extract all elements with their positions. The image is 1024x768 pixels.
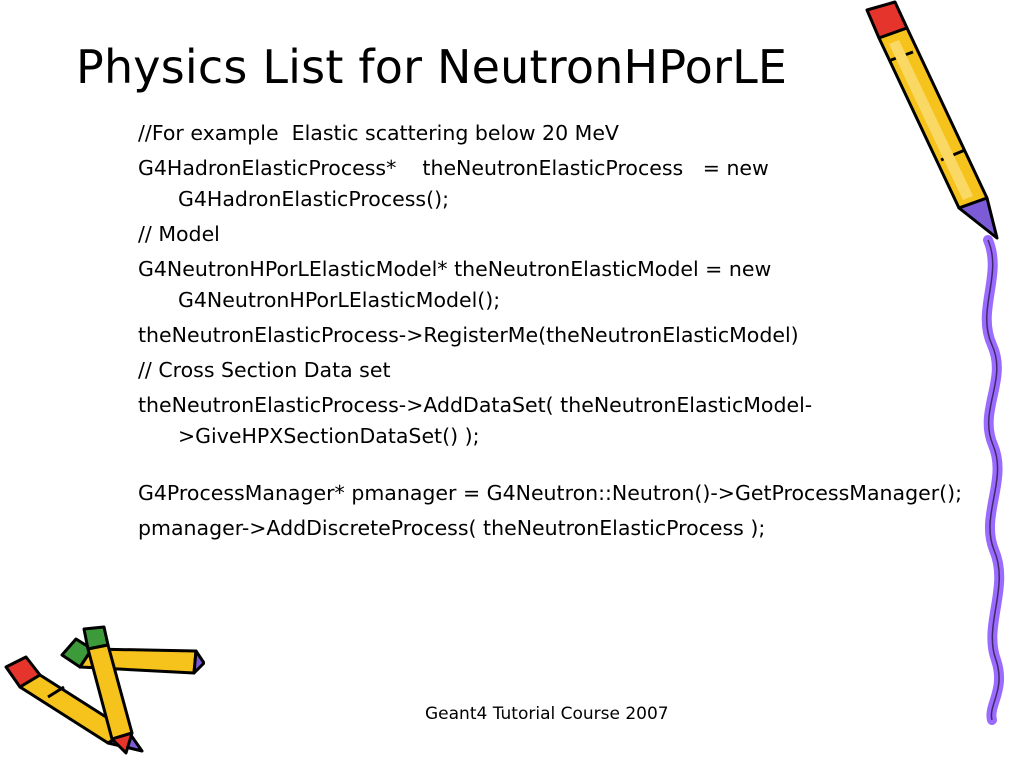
code-body — [138, 118, 968, 548]
code-line: G4ProcessManager* pmanager = G4Neutron::Neutron()->GetProcessManager(); — [138, 481, 963, 505]
code-line: // Model — [138, 222, 220, 246]
code-line: G4NeutronHPorLElasticModel* theNeutronElasticModel = new G4NeutronHPorLElasticModel(); — [138, 257, 778, 312]
code-line: theNeutronElasticProcess->AddDataSet( theNeutronElasticModel->GiveHPXSectionDataSet() ); — [138, 393, 813, 448]
code-line: G4HadronElasticProcess* theNeutronElasticProcess = new G4HadronElasticProcess(); — [138, 156, 776, 211]
squiggle-line-icon — [968, 235, 1018, 725]
code-line: //For example Elastic scattering below 20 MeV — [138, 121, 619, 145]
code-line: theNeutronElasticProcess->RegisterMe(theNeutronElasticModel) — [138, 323, 799, 347]
footer-text: Geant4 Tutorial Course 2007 — [425, 704, 669, 724]
pencil-icon — [855, 0, 1005, 245]
slide-title: Physics List for NeutronHPorLE — [76, 40, 788, 94]
code-line: // Cross Section Data set — [138, 358, 391, 382]
crossed-pencils-icon — [0, 615, 205, 755]
code-line: pmanager->AddDiscreteProcess( theNeutronElasticProcess ); — [138, 516, 766, 540]
